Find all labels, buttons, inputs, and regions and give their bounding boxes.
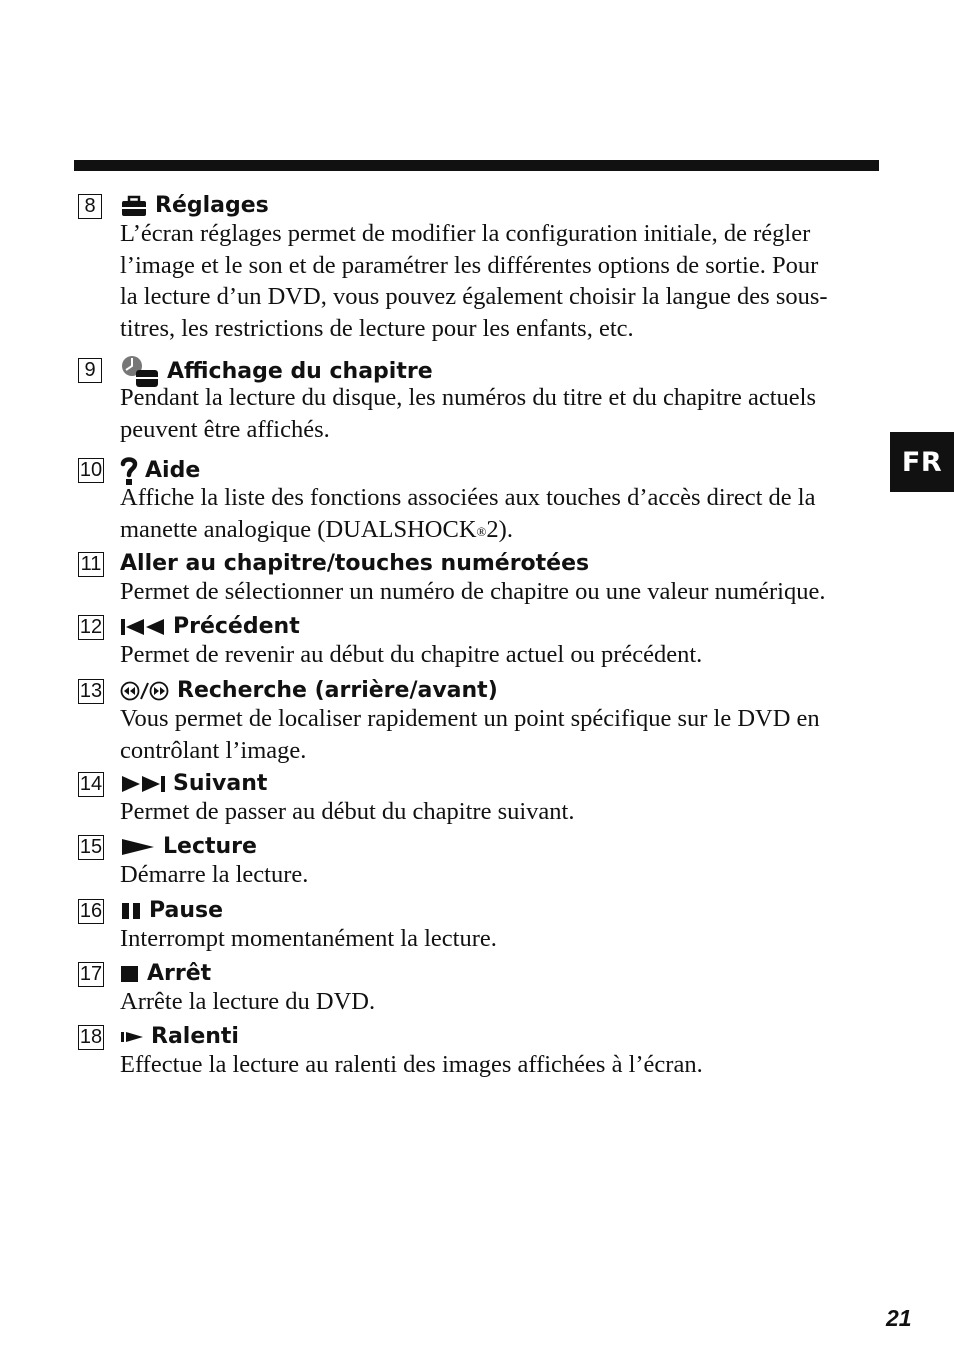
item-number: 12 xyxy=(79,616,103,638)
item-number: 8 xyxy=(78,194,102,219)
item-number: 14 xyxy=(79,773,103,795)
item-description: Arrête la lecture du DVD. xyxy=(120,988,376,1015)
item-title: Recherche (arrière/avant) xyxy=(120,677,498,705)
item-description: Affiche la liste des fonctions associées aux touches d’accès direct de la manette analogique (DUALSHOCK®2). xyxy=(120,484,816,543)
item-description: Interrompt momentanément la lecture. xyxy=(120,925,497,952)
item-number: 10 xyxy=(79,459,103,481)
stop-icon xyxy=(120,965,140,983)
registered-mark: ® xyxy=(476,523,487,539)
item-title: Arrêt xyxy=(120,960,211,988)
item-number: 13 xyxy=(79,680,103,702)
item-description: Pendant la lecture du disque, les numéros du titre et du chapitre actuels peuvent être affichés. xyxy=(120,384,816,443)
item-description: L’écran réglages permet de modifier la configuration initiale, de régler l’image et le son et de paramétrer les différentes options de sortie. Pour la lecture d’un DVD, vous pouvez également choisir la langue des sous- titres, les restrictions de lecture pour les enfants, etc. xyxy=(120,220,828,342)
item-description: Démarre la lecture. xyxy=(120,861,309,888)
play-icon xyxy=(120,838,156,856)
item-number: 17 xyxy=(79,963,103,985)
item-description: Permet de passer au début du chapitre suivant. xyxy=(120,798,575,825)
item-title: Réglages xyxy=(120,192,269,220)
item-description: Permet de sélectionner un numéro de chapitre ou une valeur numérique. xyxy=(120,578,826,605)
item-description: Effectue la lecture au ralenti des images affichées à l’écran. xyxy=(120,1051,703,1078)
item-title: Affichage du chapitre xyxy=(120,356,433,388)
previous-icon xyxy=(120,618,166,636)
toolbox-icon xyxy=(120,195,148,217)
item-title: Précédent xyxy=(120,613,300,641)
item-title: Suivant xyxy=(120,770,267,798)
pause-icon xyxy=(120,902,142,920)
next-icon xyxy=(120,775,166,793)
item-title: Lecture xyxy=(120,833,257,861)
item-number: 11 xyxy=(78,552,104,577)
top-rule xyxy=(74,160,879,171)
item-title: Aller au chapitre/touches numérotées xyxy=(120,551,590,576)
item-number: 15 xyxy=(79,836,103,858)
item-number: 9 xyxy=(78,358,102,383)
scan-icon xyxy=(120,681,170,701)
item-number: 18 xyxy=(79,1026,103,1048)
item-title: Pause xyxy=(120,897,223,925)
item-title: Ralenti xyxy=(120,1023,239,1051)
language-tab: FR xyxy=(890,432,954,492)
item-description: Permet de revenir au début du chapitre actuel ou précédent. xyxy=(120,641,703,668)
slow-icon xyxy=(120,1030,144,1044)
page-number: 21 xyxy=(886,1305,912,1331)
item-number: 16 xyxy=(79,900,103,922)
item-title: Aide xyxy=(120,456,200,486)
item-description: Vous permet de localiser rapidement un point spécifique sur le DVD en contrôlant l’image. xyxy=(120,705,820,764)
